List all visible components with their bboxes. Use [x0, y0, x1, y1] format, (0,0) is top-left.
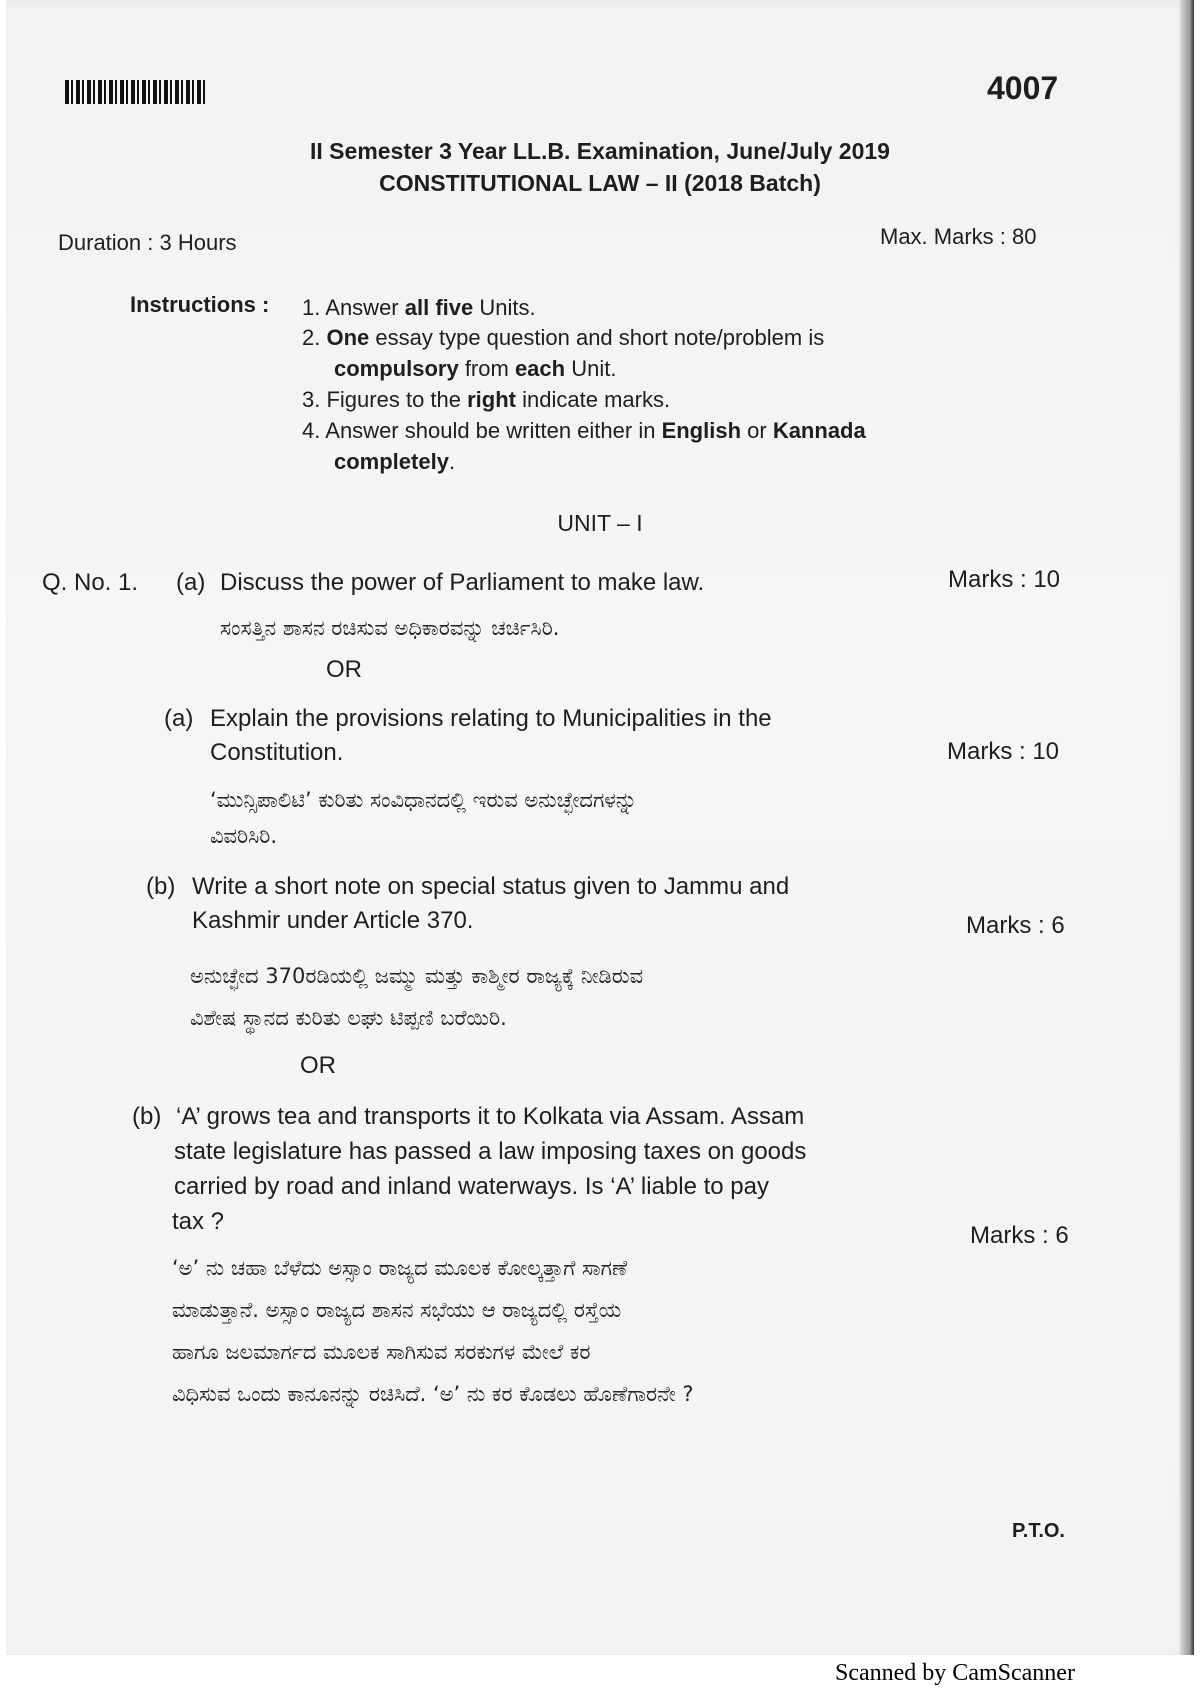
q1b-alt-text-line4: tax ? — [172, 1208, 225, 1235]
or-separator: OR — [326, 656, 362, 683]
question-number: Q. No. 1. — [42, 569, 139, 596]
q1b-alt-kannada-line1: ‘ಅ’ ನು ಚಹಾ ಬೆಳೆದು ಅಸ್ಸಾಂ ರಾಜ್ಯದ ಮೂಲಕ ಕೋಲ್ಕತ್ತಾಗೆ ಸಾಗಣೆ — [172, 1256, 628, 1280]
q1a-alt-kannada-line2: ವಿವರಿಸಿರಿ. — [210, 824, 278, 848]
page-edge-shadow — [1180, 0, 1194, 1655]
instruction-4-cont: completely. — [334, 449, 456, 474]
duration: Duration : 3 Hours — [58, 230, 237, 255]
instruction-1: 1. Answer all five Units. — [302, 295, 536, 320]
q1a-alt-text-line1: Explain the provisions relating to Municipalities in the — [210, 705, 772, 732]
q1b-alt-kannada-line3: ಹಾಗೂ ಜಲಮಾರ್ಗದ ಮೂಲಕ ಸಾಗಿಸುವ ಸರಕುಗಳ ಮೇಲೆ ಕರ — [172, 1340, 591, 1364]
pto-label: P.T.O. — [1012, 1520, 1065, 1542]
max-marks: Max. Marks : 80 — [880, 224, 1037, 249]
q1b-alt-kannada-line4: ವಿಧಿಸುವ ಒಂದು ಕಾನೂನನ್ನು ರಚಿಸಿದೆ. ‘ಅ’ ನು ಕರ ಕೊಡಲು ಹೊಣೆಗಾರನೇ ? — [172, 1382, 694, 1406]
q1a-marks: Marks : 10 — [948, 566, 1061, 593]
q1b-marks: Marks : 6 — [966, 912, 1065, 939]
q1b-alt-text-line2: state legislature has passed a law imposing taxes on goods — [174, 1138, 807, 1165]
q1b-text-line1: Write a short note on special status given to Jammu and — [192, 873, 790, 900]
q1b-label: (b) — [146, 873, 176, 900]
q1a-alt-label: (a) — [164, 705, 194, 732]
q1a-kannada: ಸಂಸತ್ತಿನ ಶಾಸನ ರಚಿಸುವ ಅಧಿಕಾರವನ್ನು ಚರ್ಚಿಸಿರಿ. — [220, 616, 560, 640]
q1b-alt-label: (b) — [132, 1103, 162, 1130]
instruction-3: 3. Figures to the right indicate marks. — [302, 387, 671, 412]
instruction-2: 2. One essay type question and short note/problem is — [302, 325, 825, 350]
q1a-text: Discuss the power of Parliament to make law. — [220, 569, 705, 596]
barcode — [65, 80, 205, 104]
q1b-kannada-line1: ಅನುಚ್ಛೇದ 370ರಡಿಯಲ್ಲಿ ಜಮ್ಮು ಮತ್ತು ಕಾಶ್ಮೀರ ರಾಜ್ಯಕ್ಕೆ ನೀಡಿರುವ — [190, 964, 644, 988]
q1b-alt-marks: Marks : 6 — [970, 1222, 1069, 1249]
instructions-label: Instructions : — [130, 292, 270, 317]
q1b-alt-kannada-line2: ಮಾಡುತ್ತಾನೆ. ಅಸ್ಸಾಂ ರಾಜ್ಯದ ಶಾಸನ ಸಭೆಯು ಆ ರಾಜ್ಯದಲ್ಲಿ ರಸ್ತೆಯ — [172, 1298, 622, 1322]
q1b-alt-text-line3: carried by road and inland waterways. Is ‘A’ liable to pay — [174, 1173, 769, 1200]
q1b-text-line2: Kashmir under Article 370. — [192, 907, 474, 934]
paper-code: 4007 — [987, 70, 1059, 106]
unit-heading: UNIT – I — [557, 510, 643, 536]
q1b-alt-text-line1: ‘A’ grows tea and transports it to Kolkata via Assam. Assam — [176, 1103, 805, 1130]
exam-title: II Semester 3 Year LL.B. Examination, June/July 2019 — [310, 138, 890, 164]
instruction-4: 4. Answer should be written either in English or Kannada — [302, 418, 866, 443]
subject-title: CONSTITUTIONAL LAW – II (2018 Batch) — [379, 170, 821, 196]
q1a-alt-marks: Marks : 10 — [947, 738, 1060, 765]
q1b-kannada-line2: ವಿಶೇಷ ಸ್ಥಾನದ ಕುರಿತು ಲಘು ಟಿಪ್ಪಣಿ ಬರೆಯಿರಿ. — [190, 1006, 507, 1030]
scanner-watermark: Scanned by CamScanner — [835, 1660, 1075, 1686]
q1a-label: (a) — [176, 569, 206, 596]
or-separator: OR — [300, 1052, 336, 1079]
q1a-alt-kannada-line1: ‘ಮುನ್ಸಿಪಾಲಿಟಿ’ ಕುರಿತು ಸಂವಿಧಾನದಲ್ಲಿ ಇರುವ ಅನುಚ್ಛೇದಗಳನ್ನು — [210, 788, 637, 812]
q1a-alt-text-line2: Constitution. — [210, 739, 344, 766]
instruction-2-cont: compulsory from each Unit. — [334, 356, 617, 381]
